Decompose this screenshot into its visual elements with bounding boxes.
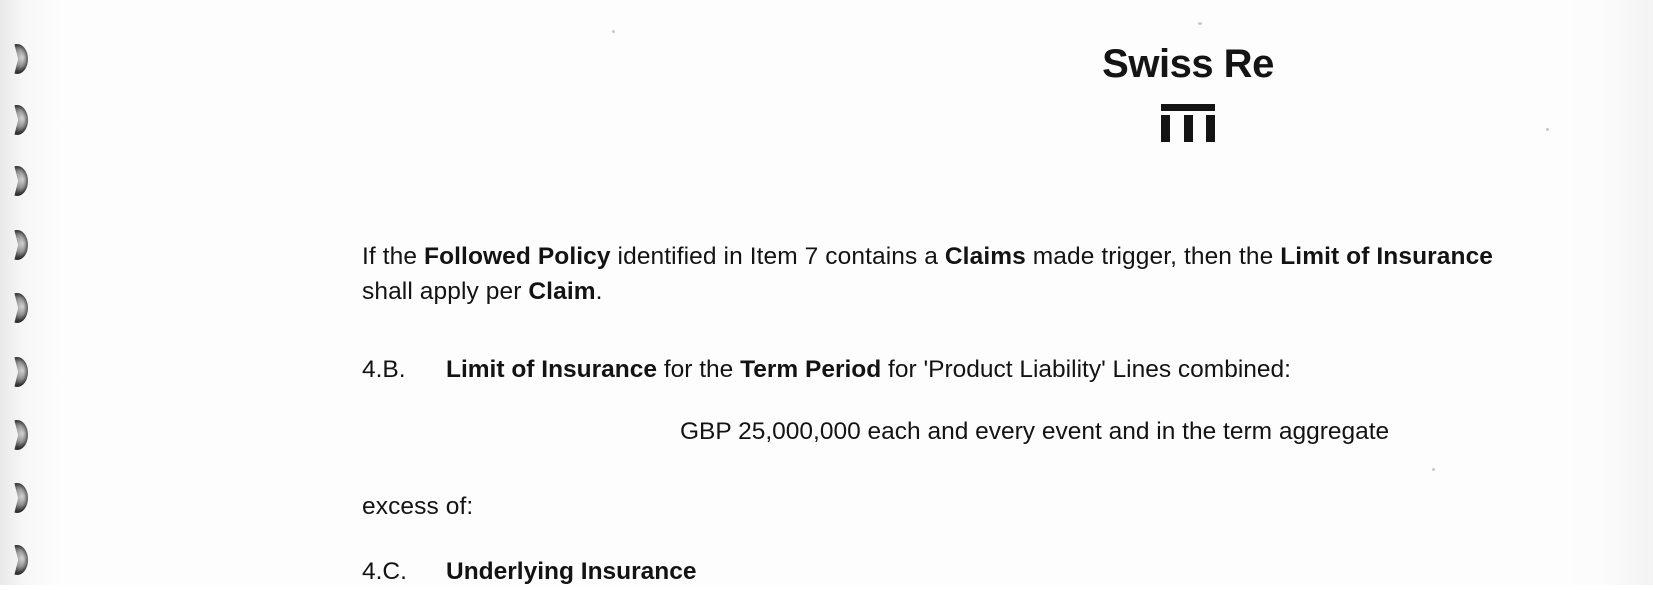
clause-4c-text: Underlying Insurance xyxy=(446,558,697,585)
swiss-re-pillars-icon xyxy=(1161,104,1215,142)
swiss-re-logo xyxy=(1058,44,1318,147)
excess-of-label: excess of: xyxy=(362,493,474,520)
limit-amount-line: GBP 25,000,000 each and every event and in the term aggregate xyxy=(680,418,1390,445)
clause-4b-number: 4.B. xyxy=(362,356,406,383)
punch-hole xyxy=(6,105,28,135)
swiss-re-wordmark: Swiss Re xyxy=(1102,42,1274,86)
clause-4c-number: 4.C. xyxy=(362,558,407,585)
punch-hole xyxy=(6,293,28,323)
punch-hole xyxy=(6,545,28,575)
punch-hole xyxy=(6,483,28,513)
clause-4b xyxy=(362,353,1522,388)
scan-speck xyxy=(1432,468,1435,471)
punch-hole xyxy=(6,357,28,387)
punch-hole xyxy=(6,230,28,260)
scan-speck xyxy=(1198,22,1202,25)
scan-speck xyxy=(1546,128,1549,131)
scan-speck xyxy=(612,30,615,33)
punch-hole xyxy=(6,420,28,450)
punch-hole xyxy=(6,166,28,196)
clause-4b-text: Limit of Insurance for the Term Period for 'Product Liability' Lines combined: xyxy=(446,356,1291,383)
punch-hole xyxy=(6,44,28,74)
intro-paragraph: If the Followed Policy identified in Item 7 contains a Claims made trigger, then the Limit of Insurance shall apply per Claim. xyxy=(362,243,1494,305)
binder-punch-holes xyxy=(0,0,56,585)
